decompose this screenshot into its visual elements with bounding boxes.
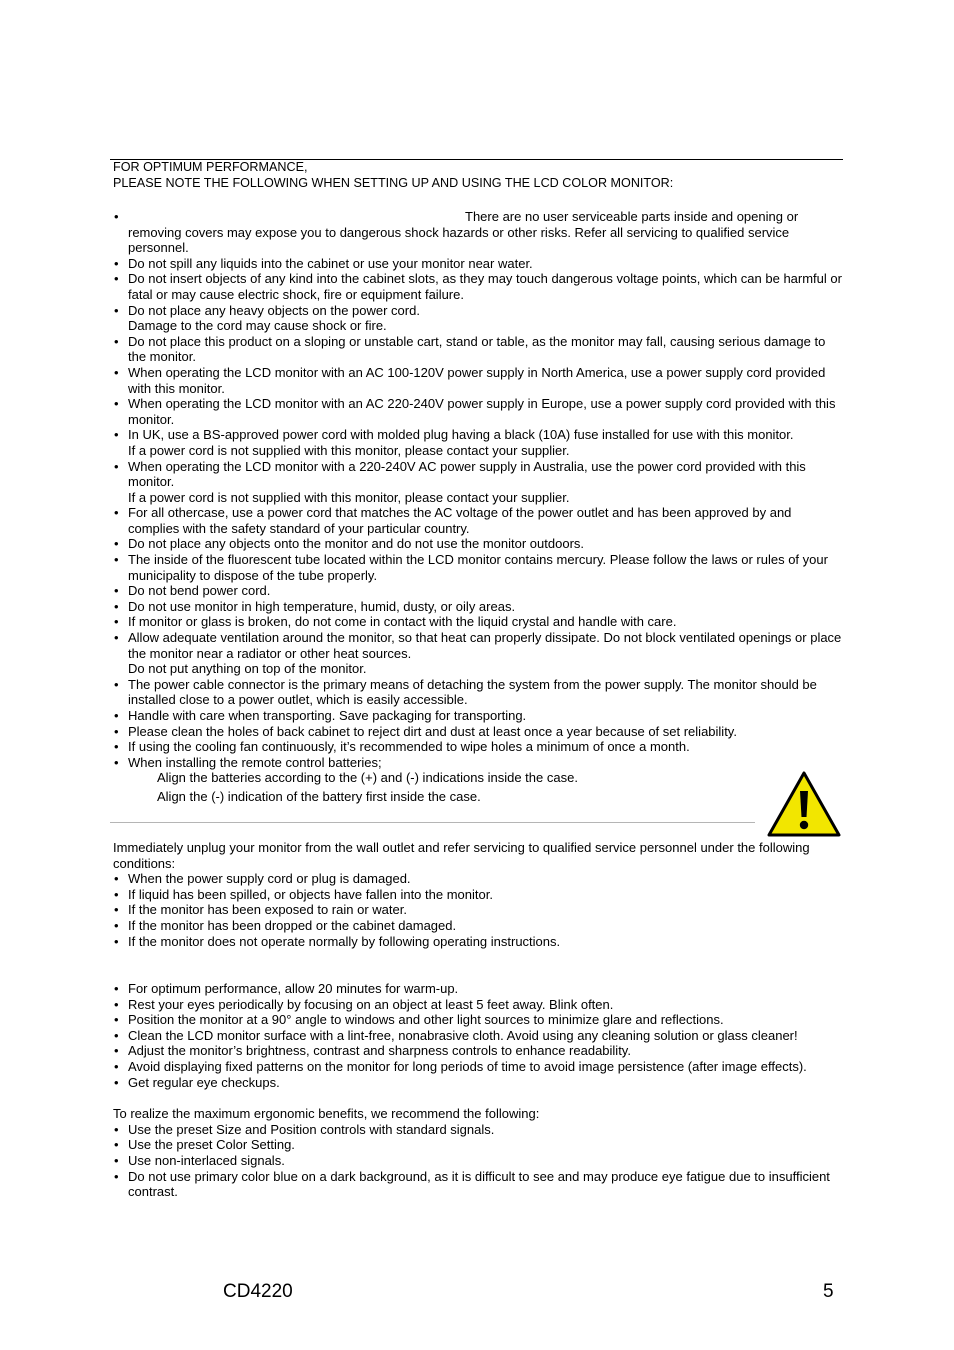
list-item: • If using the cooling fan continuously, it’s recommended to wipe holes a minimum of once a month. bbox=[113, 739, 843, 755]
list-item: • Please clean the holes of back cabinet to reject dirt and dust at least once a year because of set reliability. bbox=[113, 724, 843, 740]
list-item: • Do not use primary color blue on a dark background, as it is difficult to see and may produce eye fatigue due to insufficient contrast. bbox=[113, 1169, 843, 1200]
list-item: • Allow adequate ventilation around the monitor, so that heat can properly dissipate. Do not block ventilated openings or place the monitor near a radiator or other heat sources. bbox=[113, 630, 843, 661]
header-line-1: FOR OPTIMUM PERFORMANCE, bbox=[113, 160, 308, 174]
list-item: • When operating the LCD monitor with an AC 100-120V power supply in North America, use a power supply cord provided with this monitor. bbox=[113, 365, 843, 396]
list-item: • The inside of the fluorescent tube located within the LCD monitor contains mercury. Please follow the laws or rules of your municipality to dispose of the tube properly. bbox=[113, 552, 843, 583]
list-item: • Get regular eye checkups. bbox=[113, 1075, 843, 1091]
list-item: • Do not insert objects of any kind into the cabinet slots, as they may touch dangerous voltage points, which can be harmful or fatal or may cause electric shock, fire or equipment failure. bbox=[113, 271, 843, 302]
list-item: • When the power supply cord or plug is damaged. bbox=[113, 871, 843, 887]
list-item: • When operating the LCD monitor with a 220-240V AC power supply in Australia, use the power cord provided with this monitor. bbox=[113, 459, 843, 490]
list-item: • The power cable connector is the primary means of detaching the system from the power supply. The monitor should be installed close to a power outlet, which is easily accessible. bbox=[113, 677, 843, 708]
section-divider bbox=[110, 822, 755, 823]
list-continuation: If a power cord is not supplied with this monitor, please contact your supplier. bbox=[128, 489, 570, 505]
list-item: • Do not spill any liquids into the cabinet or use your monitor near water. bbox=[113, 256, 843, 272]
intro-header bbox=[113, 160, 843, 191]
battery-note-1: Align the batteries according to the (+) and (-) indications inside the case. bbox=[157, 770, 578, 786]
list-item: • In UK, use a BS-approved power cord with molded plug having a black (10A) fuse installed for use with this monitor. bbox=[113, 427, 843, 443]
list-item: • Use the preset Color Setting. bbox=[113, 1137, 843, 1153]
list-item: • For all othercase, use a power cord that matches the AC voltage of the power outlet and has been approved by and complies with the safety standard of your particular country. bbox=[113, 505, 843, 536]
list-item: • If monitor or glass is broken, do not come in contact with the liquid crystal and handle with care. bbox=[113, 614, 843, 630]
list-item bbox=[113, 209, 843, 256]
list-item: • Position the monitor at a 90° angle to windows and other light sources to minimize glare and reflections. bbox=[113, 1012, 843, 1028]
list-item: • For optimum performance, allow 20 minutes for warm-up. bbox=[113, 981, 843, 997]
list-item: • Rest your eyes periodically by focusing on an object at least 5 feet away. Blink often. bbox=[113, 997, 843, 1013]
ergonomics-section bbox=[113, 981, 843, 1200]
list-item: • Do not place this product on a sloping or unstable cart, stand or table, as the monitor may fall, causing serious damage to the monitor. bbox=[113, 334, 843, 365]
list-continuation: If a power cord is not supplied with this monitor, please contact your supplier. bbox=[128, 442, 570, 458]
list-item: • Do not use monitor in high temperature, humid, dusty, or oily areas. bbox=[113, 599, 843, 615]
list-item: • If the monitor does not operate normally by following operating instructions. bbox=[113, 934, 843, 950]
safety-section bbox=[113, 209, 843, 805]
list-item: • Do not bend power cord. bbox=[113, 583, 843, 599]
list-item: • Clean the LCD monitor surface with a lint-free, nonabrasive cloth. Avoid using any cleaning solution or glass cleaner! bbox=[113, 1028, 843, 1044]
list-item: • Do not place any objects onto the monitor and do not use the monitor outdoors. bbox=[113, 536, 843, 552]
footer-model: CD4220 bbox=[223, 1281, 293, 1302]
list-continuation: Damage to the cord may cause shock or fire. bbox=[128, 318, 387, 334]
unplug-intro: Immediately unplug your monitor from the wall outlet and refer servicing to qualified service personnel under the following conditions: bbox=[113, 840, 810, 871]
list-item: • Use the preset Size and Position controls with standard signals. bbox=[113, 1122, 843, 1138]
battery-note-2: Align the (-) indication of the battery first inside the case. bbox=[157, 788, 481, 804]
list-item: • If the monitor has been exposed to rain or water. bbox=[113, 902, 843, 918]
list-item: • Do not place any heavy objects on the power cord. bbox=[113, 303, 843, 319]
list-item: • When installing the remote control batteries; bbox=[113, 755, 843, 771]
list-item: • Handle with care when transporting. Save packaging for transporting. bbox=[113, 708, 843, 724]
page-number: 5 bbox=[823, 1281, 834, 1302]
warning-triangle-icon bbox=[767, 771, 841, 837]
list-item: • When operating the LCD monitor with an AC 220-240V power supply in Europe, use a power supply cord provided with this monitor. bbox=[113, 396, 843, 427]
safety-first-item-text: There are no user serviceable parts inside and opening or removing covers may expose you to dangerous shock hazards or other risks. Refer all servicing to qualified service personnel. bbox=[128, 209, 799, 256]
list-item: • Adjust the monitor’s brightness, contrast and sharpness controls to enhance readability. bbox=[113, 1043, 843, 1059]
header-line-2: PLEASE NOTE THE FOLLOWING WHEN SETTING UP AND USING THE LCD COLOR MONITOR: bbox=[113, 175, 674, 190]
list-continuation: Do not put anything on top of the monitor. bbox=[128, 661, 367, 677]
unplug-section bbox=[113, 840, 843, 949]
list-item: • Avoid displaying fixed patterns on the monitor for long periods of time to avoid image persistence (after image effects). bbox=[113, 1059, 843, 1075]
list-item: • If the monitor has been dropped or the cabinet damaged. bbox=[113, 918, 843, 934]
list-item: • If liquid has been spilled, or objects have fallen into the monitor. bbox=[113, 887, 843, 903]
list-item: • Use non-interlaced signals. bbox=[113, 1153, 843, 1169]
ergonomics-intro: To realize the maximum ergonomic benefits, we recommend the following: bbox=[113, 1106, 540, 1122]
